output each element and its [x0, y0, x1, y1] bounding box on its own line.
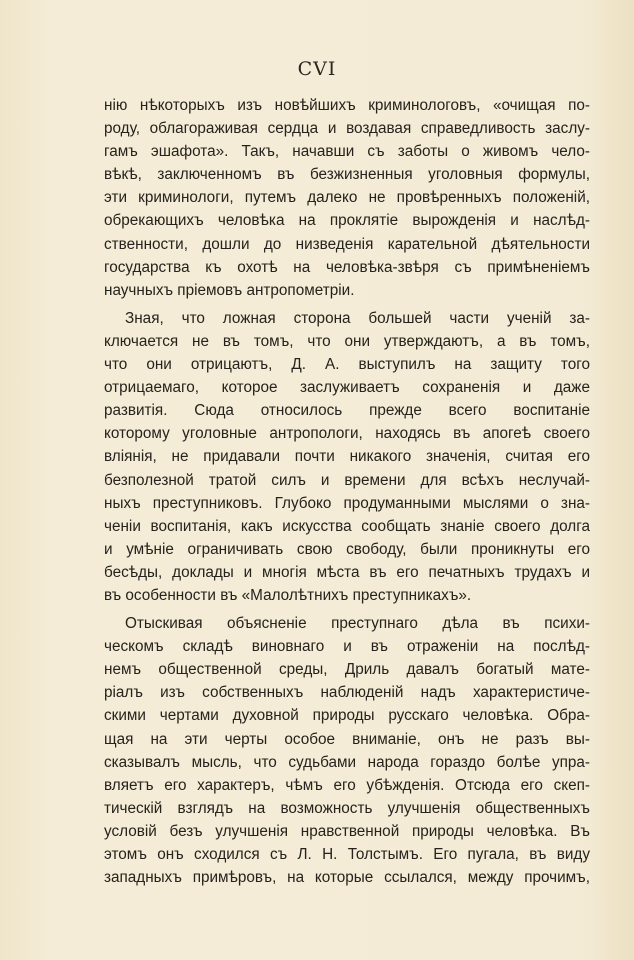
paragraph [104, 94, 590, 302]
text-line: нію нѣкоторыхъ изъ новѣйшихъ криминологовъ, «очищая по- [104, 97, 590, 114]
text-line: Отыскивая объясненіе преступнаго дѣла въ психи- [125, 615, 590, 633]
text-line: развитія. Сюда относилось прежде всего воспитаніе [104, 402, 590, 420]
paragraph [104, 307, 590, 607]
text-line: вліянія, не придавали почти никакого значенія, считая его [104, 448, 590, 466]
text-line: ріалъ изъ собственныхъ наблюденій надъ характеристиче- [104, 684, 590, 702]
text-line: которому уголовные антропологи, находясь въ апогеѣ своего [104, 425, 590, 443]
text-line: немъ общественной среды, Дриль давалъ богатый мате- [104, 661, 590, 679]
text-line: ныхъ преступниковъ. Глубоко продуманными мыслями о зна- [104, 494, 590, 512]
body-text [104, 94, 590, 889]
text-line: ственности, дошли до низведенія карательной дѣятельности [104, 235, 590, 253]
text-line: Зная, что ложная сторона большей части ученій за- [125, 309, 590, 327]
text-line: отрицаемаго, которое заслуживаетъ сохраненія и даже [104, 379, 590, 397]
text-line: этомъ онъ сходился съ Л. Н. Толстымъ. Его пугала, въ виду [104, 846, 590, 863]
text-line: научныхъ пріемовъ антропометріи. [104, 281, 355, 299]
text-line: гамъ эшафота». Такъ, начавши съ заботы о живомъ чело- [104, 143, 590, 161]
text-line: роду, облагораживая сердца и воздавая справедливость заслу- [104, 120, 590, 138]
text-line: западныхъ примѣровъ, на которые ссылался, между прочимъ, [104, 869, 590, 887]
text-line: ческомъ складѣ виновнаго и въ отраженіи на послѣд- [104, 638, 590, 656]
text-line: условій безъ улучшенія нравственной природы человѣка. Въ [104, 822, 590, 840]
text-line: бесѣды, доклады и многія мѣста въ его печатныхъ трудахъ и [104, 563, 590, 581]
text-line: ключается не въ томъ, что они утверждаютъ, а въ томъ, [104, 332, 590, 350]
paragraph [104, 612, 590, 889]
text-line: эти криминологи, путемъ далеко не провѣренныхъ положеній, [104, 189, 590, 207]
text-line: вляетъ его характеръ, чѣмъ его убѣжденія. Отсюда его скеп- [104, 776, 590, 794]
text-line: скими чертами духовной природы русскаго человѣка. Обра- [104, 707, 590, 725]
text-line: государства къ охотѣ на человѣка-звѣря съ примѣненіемъ [104, 258, 590, 276]
text-line: въ особенности въ «Малолѣтнихъ преступникахъ». [104, 586, 472, 604]
text-line: обрекающихъ человѣка на проклятіе вырожденія и наслѣд- [104, 212, 590, 230]
text-line: что они отрицаютъ, Д. А. выступилъ на защиту того [104, 356, 590, 374]
text-line: ченіи воспитанія, какъ искусства сообщать знаніе своего долга [104, 517, 590, 535]
text-line: вѣкѣ, заключенномъ въ безжизненныя уголовныя формулы, [104, 166, 590, 184]
page-number: CVI [297, 58, 337, 80]
text-line: тическій взглядъ на возможность улучшенія общественныхъ [104, 799, 590, 817]
text-line: щая на эти черты особое вниманіе, онъ не разъ вы- [104, 730, 590, 748]
text-line: сказывалъ мысль, что судьбами народа гораздо болѣе упра- [104, 753, 590, 771]
text-line: и умѣніе ограничивать свою свободу, были проникнуты его [104, 540, 590, 558]
text-line: безполезной тратой силъ и времени для всѣхъ неслучай- [104, 471, 590, 489]
